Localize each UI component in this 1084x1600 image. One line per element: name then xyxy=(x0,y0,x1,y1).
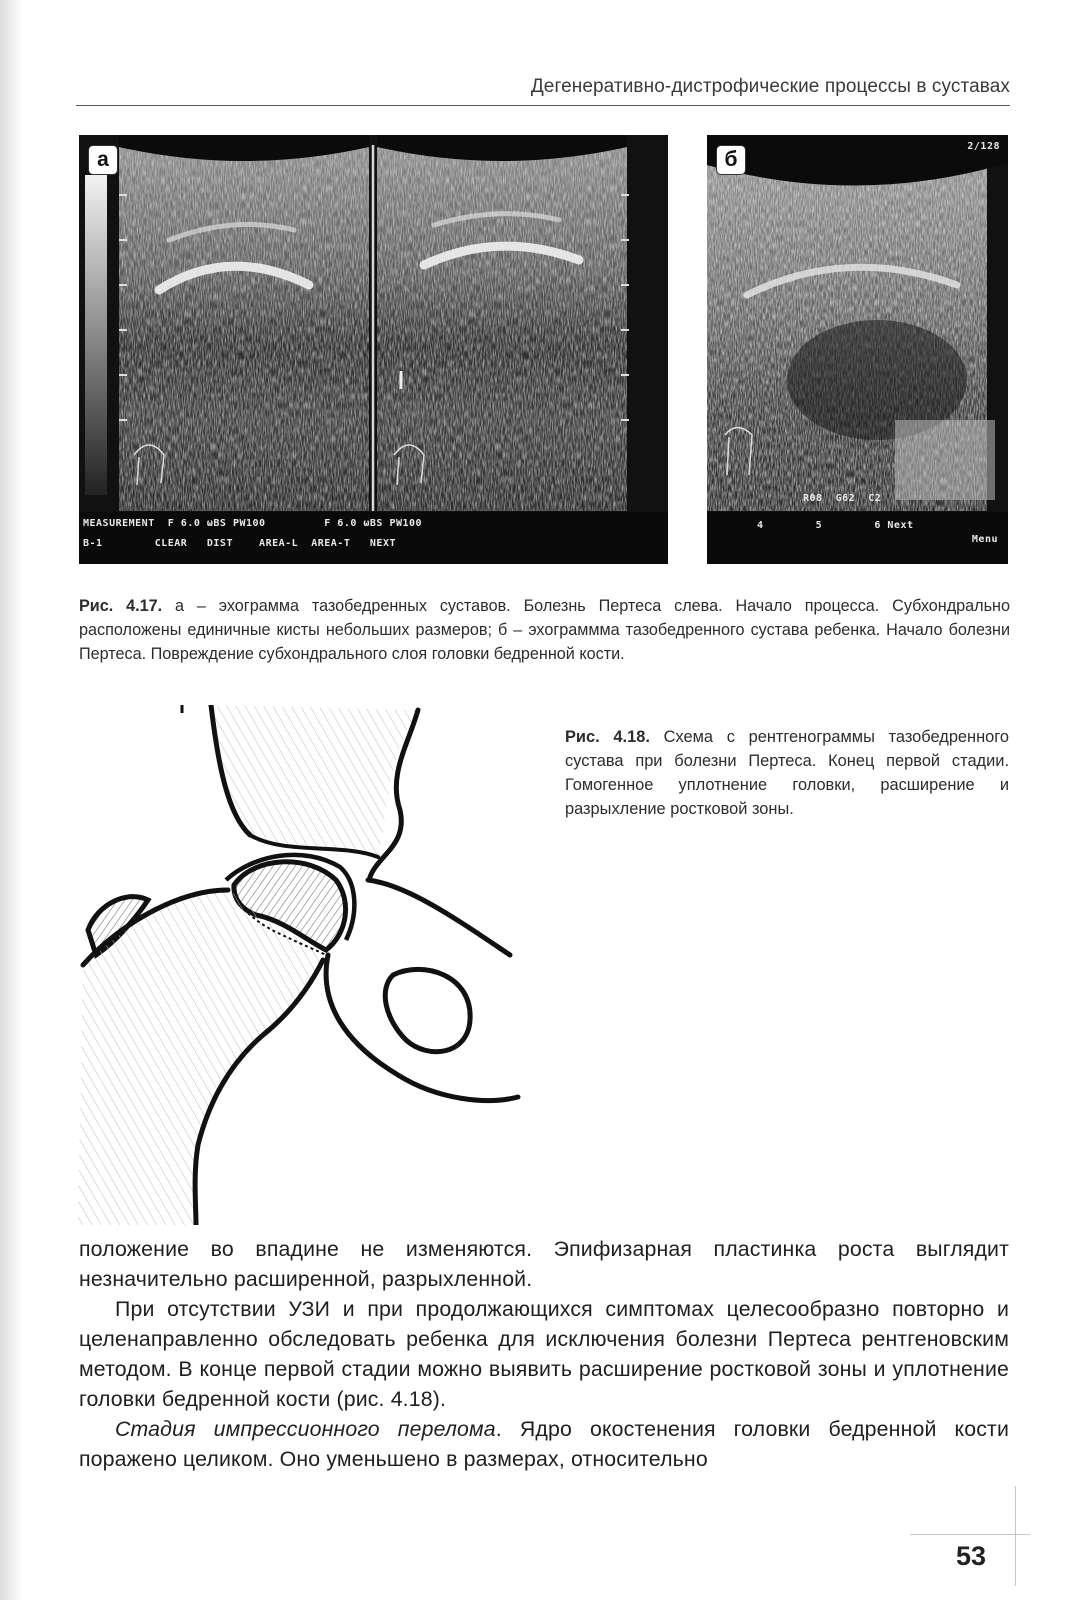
figure-caption-4-17 xyxy=(79,594,1010,666)
caption-text-4-17: а – эхограмма тазобедренных суставов. Болезнь Пертеса слева. Начало процесса. Субхондрально расположены единичные кисты небольших размеров; б – эхограммма тазобедренного сустава ребенка. Начало болезни Пертеса. Повреждение субхондрального слоя головки бедренной кости. xyxy=(79,597,1011,663)
ultrasound-scan-a xyxy=(79,135,668,564)
stage-heading: Стадия импрессионного перелома xyxy=(115,1417,496,1441)
body-text xyxy=(79,1234,1009,1474)
body-paragraph-2: При отсутствии УЗИ и при продолжающихся симптомах целесообразно повторно и целенаправленно обследовать ребенка для исключения болезни Пертеса рентгеновским методом. В конце первой стадии можно выявить расширение ростковой зоны и уплотнение головки бедренной кости (рис. 4.18). xyxy=(79,1297,1009,1411)
body-paragraph-1: положение во впадине не изменяются. Эпифизарная пластинка роста выглядит незначительно расширенной, разрыхленной. xyxy=(79,1237,1009,1291)
hip-joint-schematic xyxy=(78,705,538,1225)
running-header: Дегенеративно-дистрофические процессы в суставах xyxy=(530,76,1010,97)
caption-label-4-18: Рис. 4.18. xyxy=(565,728,650,746)
page-number: 53 xyxy=(955,1541,986,1571)
panel-letter-b: б xyxy=(716,145,746,175)
ultrasound-image-b xyxy=(707,135,1008,564)
status-line-a-1: MEASUREMENT F 6.0 ωBS PW100 F 6.0 ωBS PW100 xyxy=(83,518,423,529)
corner-crop-mark-vertical xyxy=(1015,1486,1016,1586)
status-line-a-2: B-1 CLEAR DIST AREA-L AREA-T NEXT xyxy=(83,538,396,549)
ultrasound-image-a xyxy=(79,135,668,564)
menu-line-b: 4 5 6 Next xyxy=(757,520,914,531)
body-paragraph-3 xyxy=(79,1414,1009,1474)
ultrasound-status-bar-b xyxy=(707,512,1008,564)
menu-sub-b: Menu xyxy=(971,534,998,545)
page-gutter-shadow xyxy=(0,0,22,1600)
status-line-b: R08 G62 C2 xyxy=(803,493,882,504)
caption-label-4-17: Рис. 4.17. xyxy=(79,597,163,615)
body-paragraph-3-text: . Ядро окостенения головки бедренной кости поражено целиком. Оно уменьшено в размерах, относительно xyxy=(79,1417,1009,1471)
figure-caption-4-18 xyxy=(565,725,1009,821)
corner-crop-mark-horizontal xyxy=(910,1534,1030,1535)
ultrasound-status-bar-a xyxy=(79,512,668,564)
corner-readout-b: 2/128 xyxy=(967,141,1000,152)
panel-letter-a: а xyxy=(88,145,118,175)
header-rule xyxy=(76,105,1010,106)
caption-text-4-18: Схема с рентгенограммы тазобедренного сустава при болезни Пертеса. Конец первой стадии. Гомогенное уплотнение головки, расширение и разрыхление ростковой зоны. xyxy=(565,728,1009,818)
